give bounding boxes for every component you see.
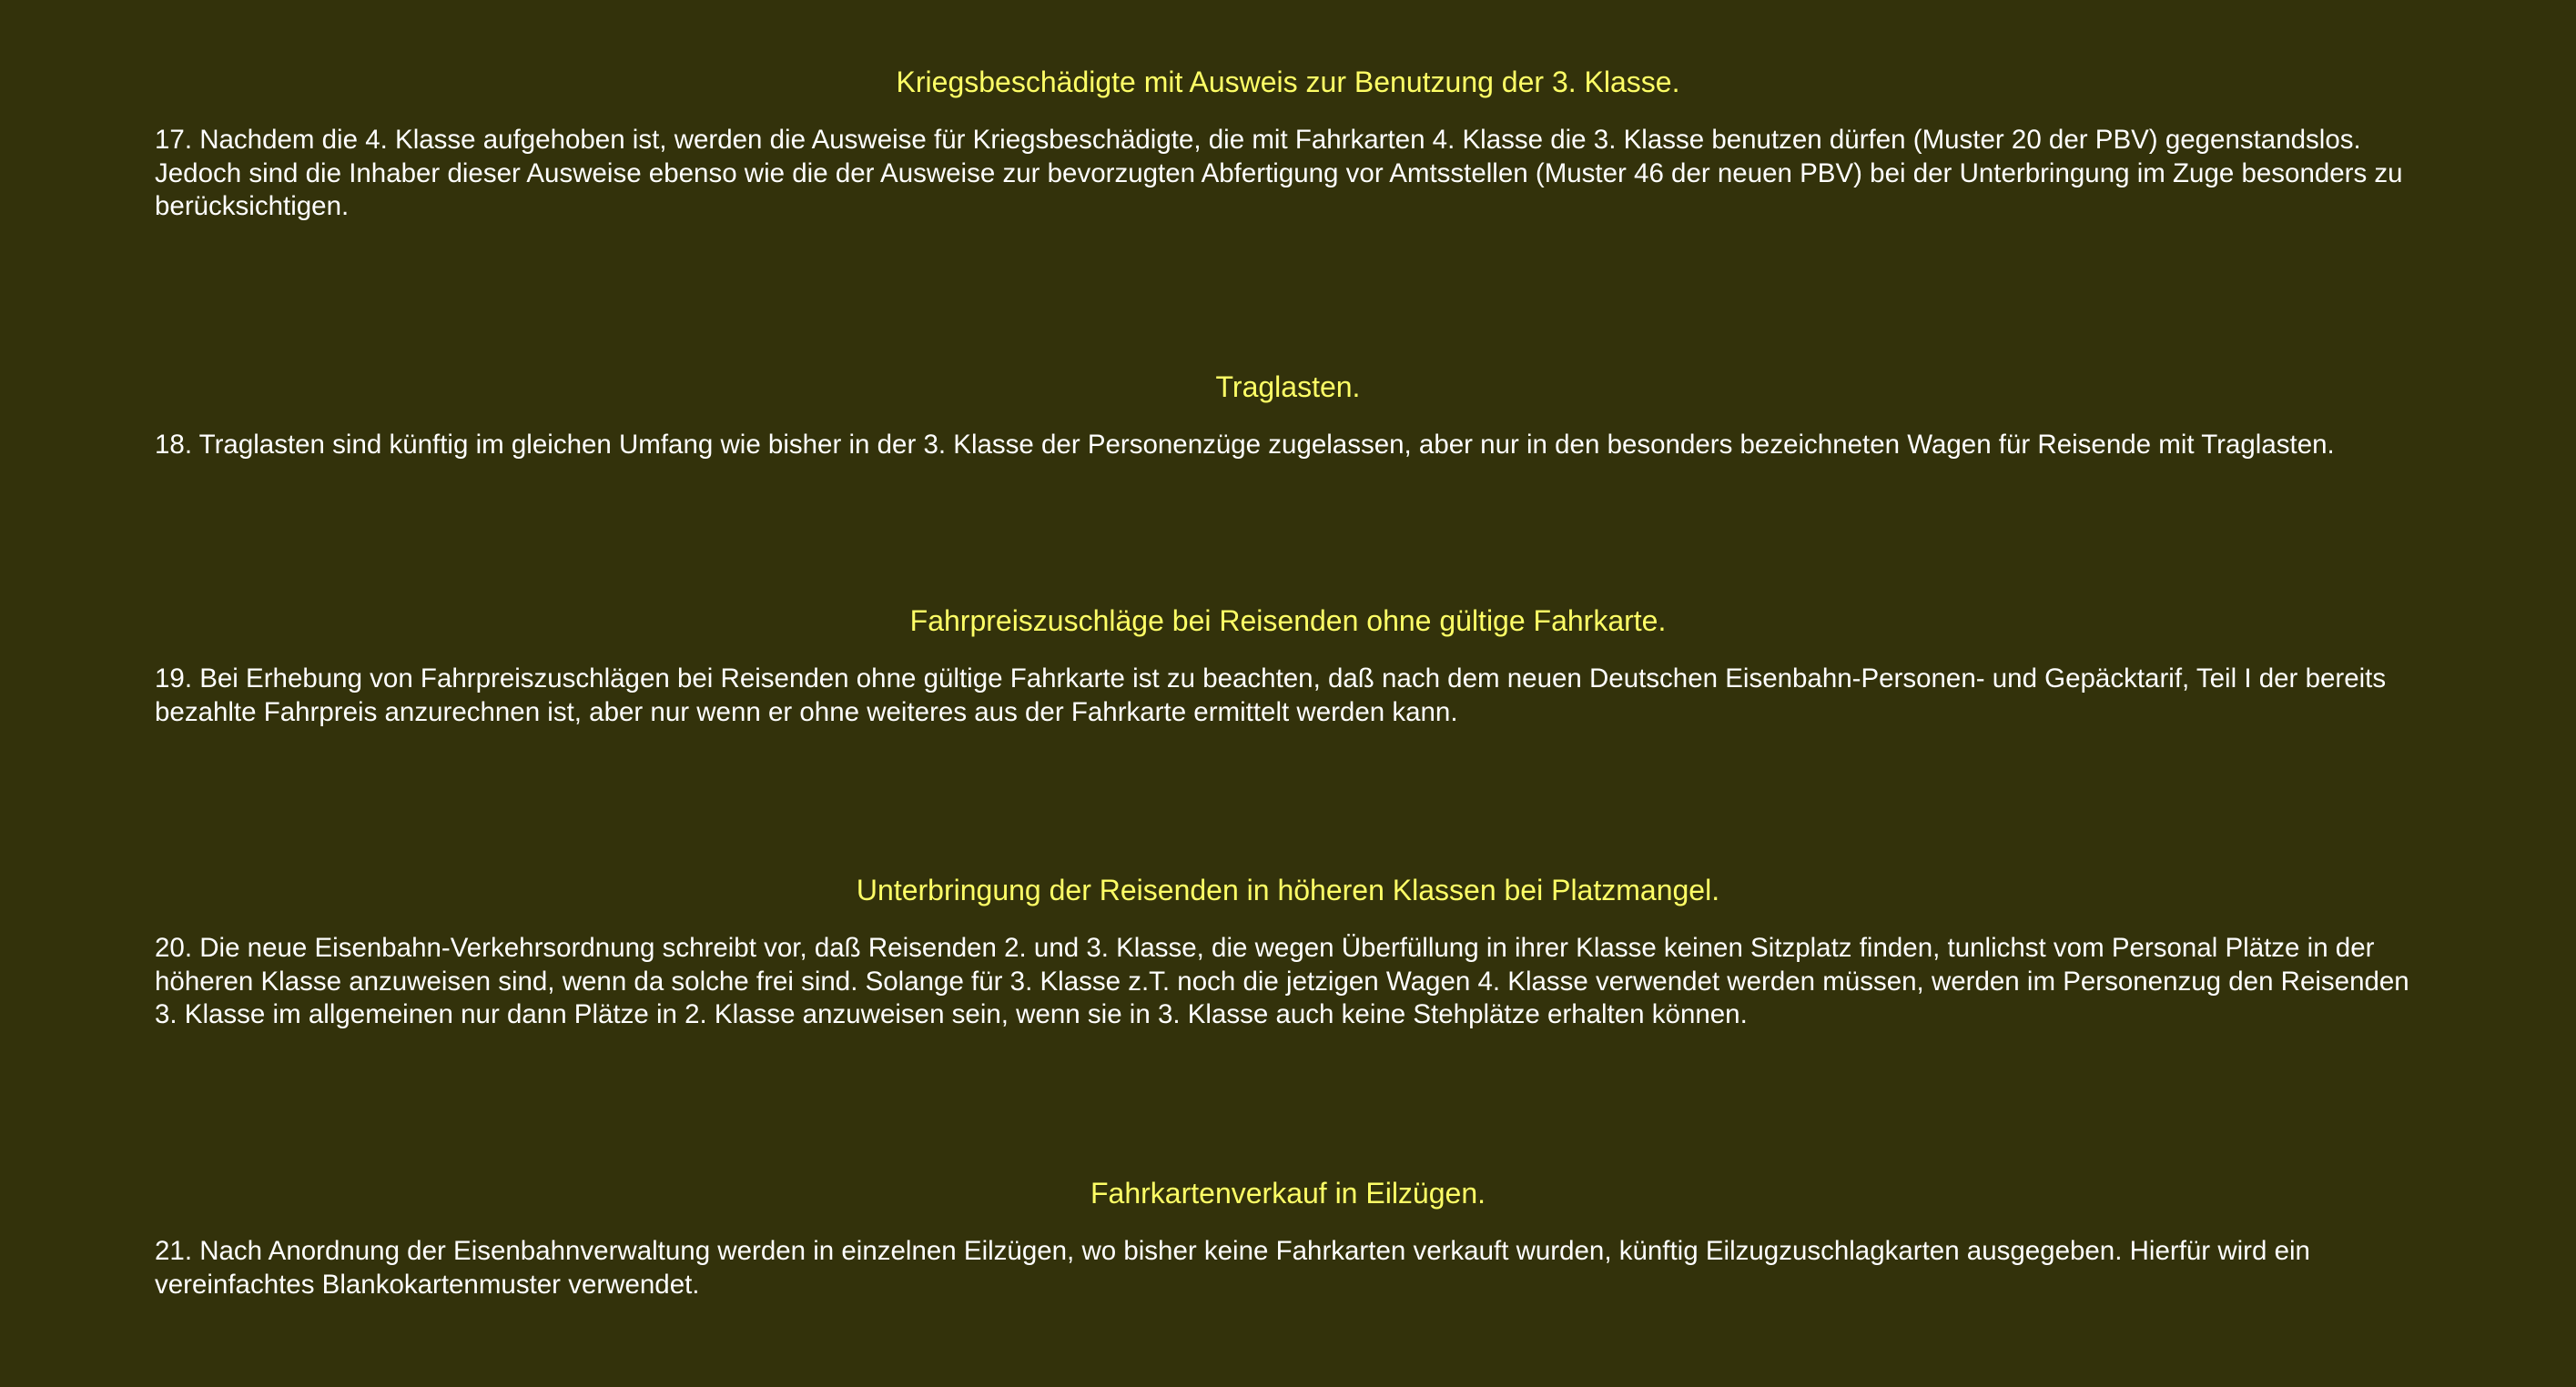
- section-kriegsbeschaedigte: [155, 64, 2421, 224]
- section-title: Fahrpreiszuschläge bei Reisenden ohne gültige Fahrkarte.: [909, 604, 1667, 637]
- section-unterbringung: [155, 872, 2421, 1032]
- section-paragraph: 19. Bei Erhebung von Fahrpreiszuschlägen bei Reisenden ohne gültige Fahrkarte ist zu beachten, daß nach dem neuen Deutschen Eisenbahn-Personen- und Gepäcktarif, Teil I der bereits bezahlte Fahrpreis anzurechnen ist, aber nur wenn er ohne weiteres aus der Fahrkarte ermittelt werden kann.: [155, 663, 2387, 727]
- section-paragraph: 20. Die neue Eisenbahn-Verkehrsordnung schreibt vor, daß Reisenden 2. und 3. Klasse, die wegen Überfüllung in ihrer Klasse keinen Sitzplatz finden, tunlichst vom Personal Plätze in der höheren Klasse anzuweisen sind, wenn da solche frei sind. Solange für 3. Klasse z.T. noch die jetzigen Wagen 4. Klasse verwendet werden müssen, werden im Personenzug den Reisenden 3. Klasse im allgemeinen nur dann Plätze in 2. Klasse anzuweisen sein, wenn sie in 3. Klasse auch keine Stehplätze erhalten können.: [155, 933, 2409, 1029]
- section-title: Kriegsbeschädigte mit Ausweis zur Benutzung der 3. Klasse.: [896, 66, 1680, 98]
- section-paragraph: 17. Nachdem die 4. Klasse aufgehoben ist, werden die Ausweise für Kriegsbeschädigte, die mit Fahrkarten 4. Klasse die 3. Klasse benutzen dürfen (Muster 20 der PBV) gegenstandslos. Jedoch sind die Inhaber dieser Ausweise ebenso wie die der Ausweise zur bevorzugten Abfertigung vor Amtsstellen (Muster 46 der neuen PBV) bei der Unterbringung im Zuge besonders zu berücksichtigen.: [155, 125, 2403, 221]
- section-paragraph: 18. Traglasten sind künftig im gleichen Umfang wie bisher in der 3. Klasse der Personenzüge zugelassen, aber nur in den besonders bezeichneten Wagen für Reisende mit Traglasten.: [155, 430, 2335, 460]
- section-fahrpreiszuschlaege: [155, 602, 2421, 729]
- section-fahrkartenverkauf: [155, 1175, 2421, 1301]
- section-traglasten: [155, 369, 2421, 462]
- section-title: Traglasten.: [1215, 370, 1361, 403]
- section-title: Fahrkartenverkauf in Eilzügen.: [1090, 1177, 1486, 1210]
- section-paragraph: 21. Nach Anordnung der Eisenbahnverwaltung werden in einzelnen Eilzügen, wo bisher keine Fahrkarten verkauft wurden, künftig Eilzugzuschlagkarten ausgegeben. Hierfür wird ein vereinfachtes Blankokartenmuster verwendet.: [155, 1236, 2310, 1300]
- section-title: Unterbringung der Reisenden in höheren Klassen bei Platzmangel.: [856, 874, 1720, 906]
